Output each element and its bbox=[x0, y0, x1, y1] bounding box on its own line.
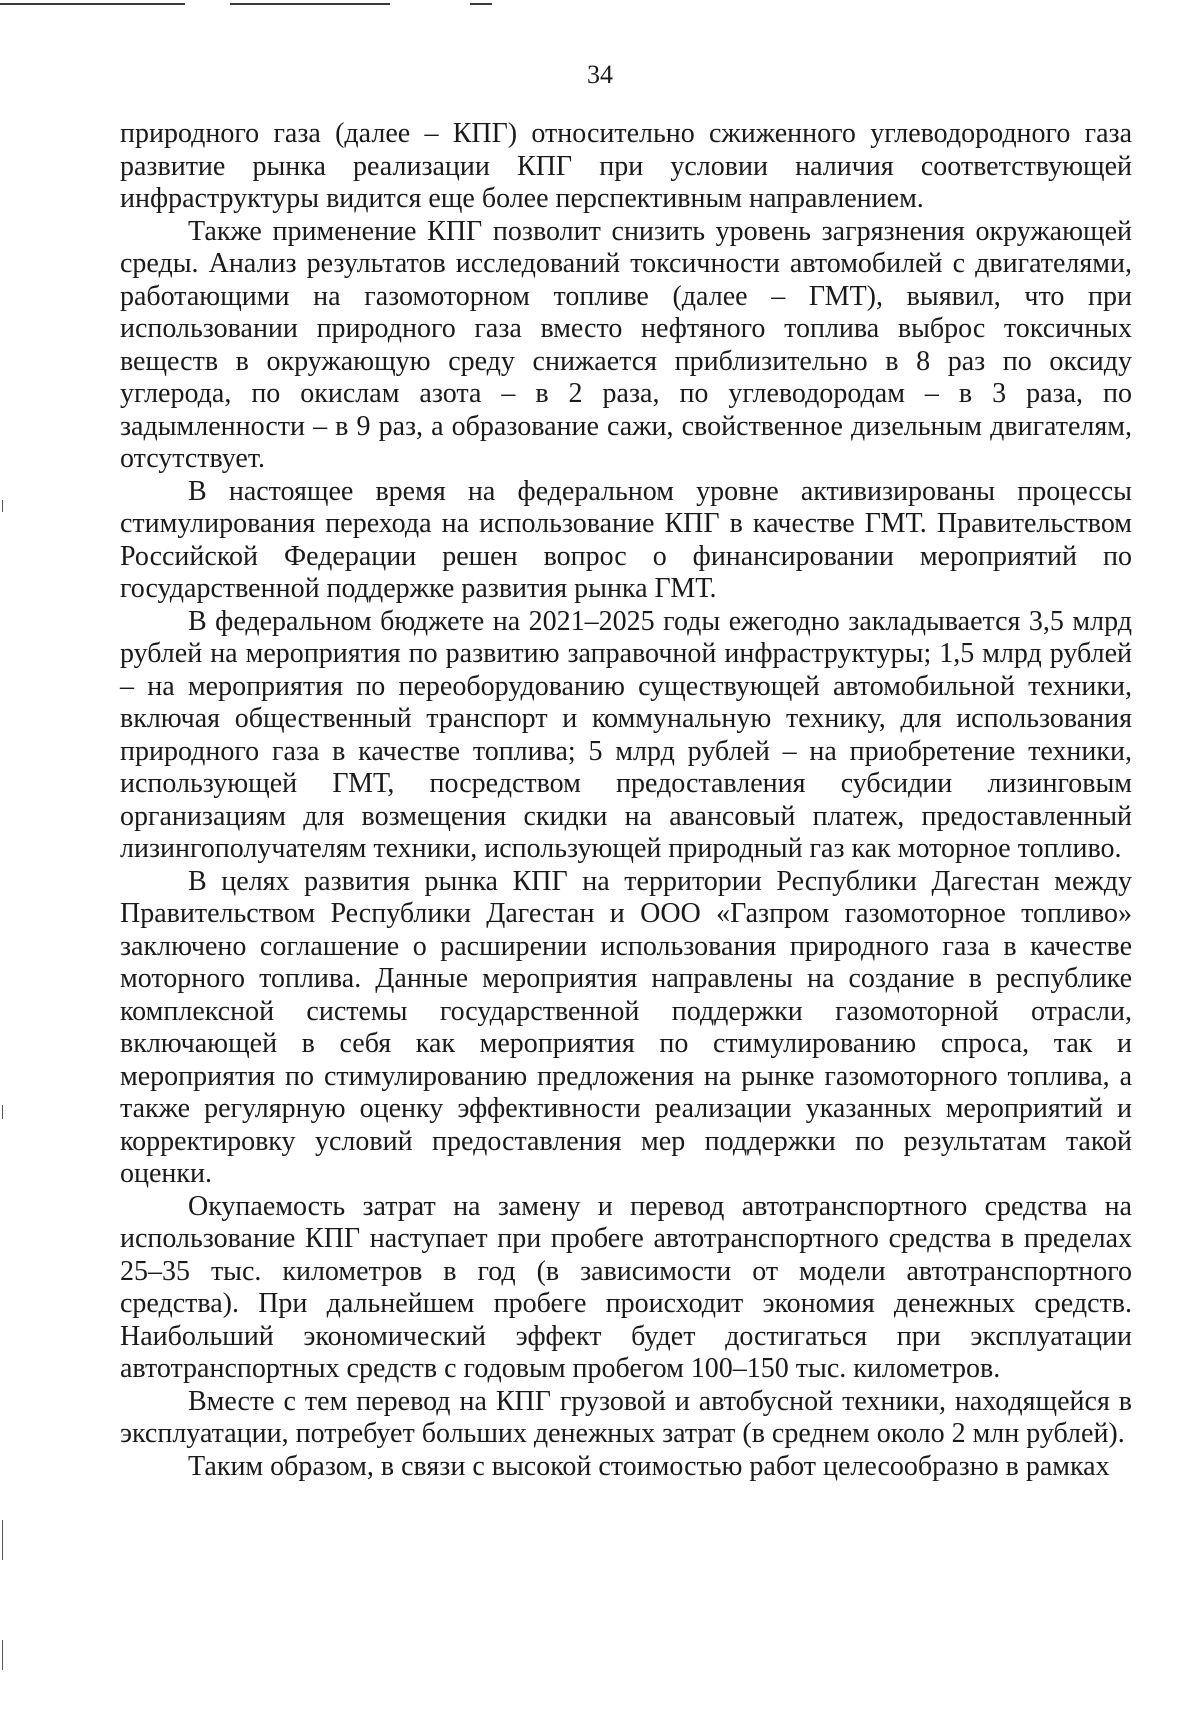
paragraph: В настоящее время на федеральном уровне активизированы процессы стимулирования перехода на использование КПГ в качестве ГМТ. Правительством Российской Федерации решен вопрос о финансировании мероприятий по государственной поддержке развития рынка ГМТ. bbox=[120, 475, 1132, 604]
page-number: 34 bbox=[587, 60, 613, 89]
body-text bbox=[120, 118, 1132, 1483]
paragraph: В целях развития рынка КПГ на территории Республики Дагестан между Правительством Республики Дагестан и ООО «Газпром газомоторное топливо» заключено соглашение о расширении использования природного газа в качестве моторного топлива. Данные мероприятия направлены на создание в республике комплексной системы государственной поддержки газомоторной отрасли, включающей в себя как мероприятия по стимулированию спроса, так и мероприятия по стимулированию предложения на рынке газомоторного топлива, а также регулярную оценку эффективности реализации указанных мероприятий и корректировку условий предоставления мер поддержки по результатам такой оценки. bbox=[120, 865, 1132, 1189]
paragraph: Вместе с тем перевод на КПГ грузовой и автобусной техники, находящейся в эксплуатации, потребует больших денежных затрат (в среднем около 2 млн рублей). bbox=[120, 1385, 1132, 1449]
paragraph: природного газа (далее – КПГ) относительно сжиженного углеводородного газа развитие рынка реализации КПГ при условии наличия соответствующей инфраструктуры видится еще более перспективным направлением. bbox=[120, 118, 1132, 214]
paragraph: Окупаемость затрат на замену и перевод автотранспортного средства на использование КПГ наступает при пробеге автотранспортного средства в пределах 25–35 тыс. километров в год (в зависимости от модели автотранспортного средства). При дальнейшем пробеге происходит экономия денежных средств. Наибольший экономический эффект будет достигаться при эксплуатации автотранспортных средств с годовым пробегом 100–150 тыс. километров. bbox=[120, 1190, 1132, 1384]
paragraph: Таким образом, в связи с высокой стоимостью работ целесообразно в рамках bbox=[188, 1450, 1110, 1482]
paragraph: В федеральном бюджете на 2021–2025 годы ежегодно закладывается 3,5 млрд рублей на мероприятия по развитию заправочной инфраструктуры; 1,5 млрд рублей – на мероприятия по переоборудованию существующей автомобильной техники, включая общественный транспорт и коммунальную технику, для использования природного газа в качестве топлива; 5 млрд рублей – на приобретение техники, использующей ГМТ, посредством предоставления субсидии лизинговым организациям для возмещения скидки на авансовый платеж, предоставленный лизингополучателям техники, использующей природный газ как моторное топливо. bbox=[120, 605, 1132, 864]
scan-artifact-line bbox=[470, 3, 492, 5]
paragraph: Также применение КПГ позволит снизить уровень загрязнения окружающей среды. Анализ результатов исследований токсичности автомобилей с двигателями, работающими на газомоторном топливе (далее – ГМТ), выявил, что при использовании природного газа вместо нефтяного топлива выброс токсичных веществ в окружающую среду снижается приблизительно в 8 раз по оксиду углерода, по окислам азота – в 2 раза, по углеводородам – в 3 раза, по задымленности – в 9 раз, а образование сажи, свойственное дизельным двигателям, отсутствует. bbox=[120, 215, 1132, 474]
scan-artifact-mark bbox=[2, 500, 3, 512]
scan-artifact-line bbox=[0, 3, 185, 5]
scan-artifact-mark bbox=[2, 1105, 3, 1119]
scan-artifact-line bbox=[230, 3, 390, 5]
scan-artifact-mark bbox=[2, 1640, 3, 1670]
scan-artifact-mark bbox=[2, 1520, 3, 1560]
